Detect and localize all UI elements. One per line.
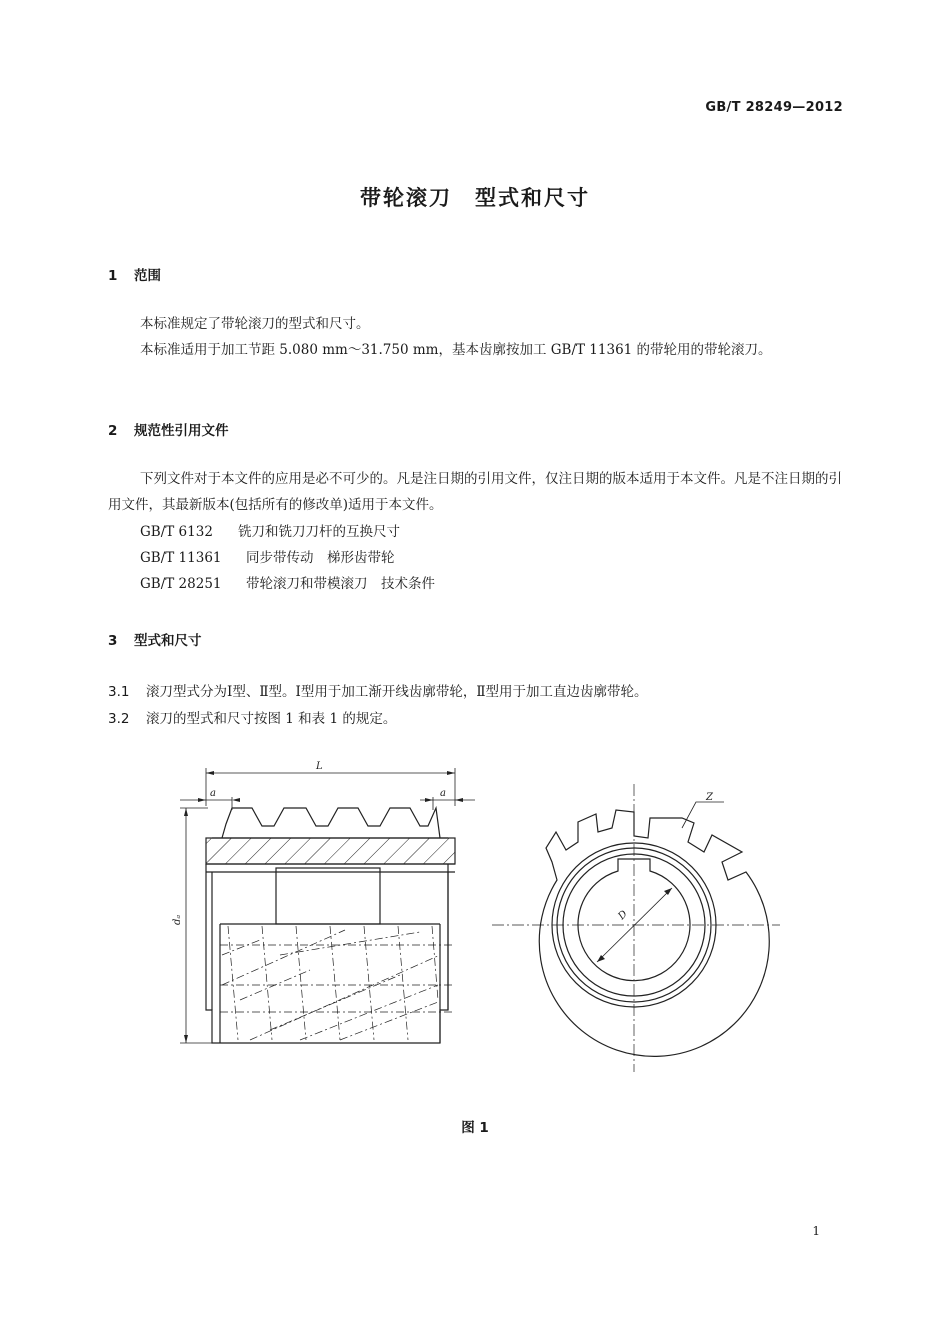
length-label: L (316, 761, 323, 772)
hob-end-view (492, 784, 780, 1072)
bore-diameter-label: D (616, 908, 630, 923)
section-1-paragraph-2: 本标准适用于加工节距 5.080 mm～31.750 mm，基本齿廓按加工 GB/T 11361 的带轮用的带轮滚刀。 (140, 342, 772, 358)
reference-code: GB/T 11361 (140, 550, 222, 566)
section-2-title: 规范性引用文件 (134, 423, 229, 439)
reference-title: 带轮滚刀和带模滚刀 技术条件 (246, 576, 435, 592)
reference-title: 同步带传动 梯形齿带轮 (246, 550, 395, 566)
clause-text: 滚刀的型式和尺寸按图 1 和表 1 的规定。 (146, 711, 397, 727)
outer-diameter-label: dₐ (172, 914, 183, 925)
section-1-title: 范围 (134, 268, 161, 284)
teeth-label: Z (706, 792, 713, 803)
page-number: 1 (812, 1224, 820, 1238)
section-3-title: 型式和尺寸 (134, 633, 202, 649)
a-left-label: a (210, 788, 216, 799)
section-3-number: 3 (108, 633, 118, 649)
clause-number: 3.1 (108, 684, 130, 700)
figure-caption: 图 1 (461, 1120, 489, 1136)
standard-number: GB/T 28249—2012 (705, 100, 843, 115)
section-2-number: 2 (108, 423, 118, 439)
hob-side-view (180, 768, 475, 1043)
a-right-label: a (440, 788, 446, 799)
clause-text: 滚刀型式分为Ⅰ型、Ⅱ型。Ⅰ型用于加工渐开线齿廓带轮，Ⅱ型用于加工直边齿廓带轮。 (146, 684, 648, 700)
document-title: 带轮滚刀 型式和尺寸 (360, 186, 590, 210)
reference-code: GB/T 6132 (140, 524, 213, 540)
section-1-paragraph-1: 本标准规定了带轮滚刀的型式和尺寸。 (140, 316, 370, 332)
reference-title: 铣刀和铣刀刀杆的互换尺寸 (238, 524, 400, 540)
reference-code: GB/T 28251 (140, 576, 222, 592)
clause-number: 3.2 (108, 711, 130, 727)
section-1-number: 1 (108, 268, 118, 284)
section-2-paragraph-1: 下列文件对于本文件的应用是必不可少的。凡是注日期的引用文件，仅注日期的版本适用于本文件。凡是不注日期的引用文件，其最新版本(包括所有的修改单)适用于本文件。 (108, 471, 842, 513)
